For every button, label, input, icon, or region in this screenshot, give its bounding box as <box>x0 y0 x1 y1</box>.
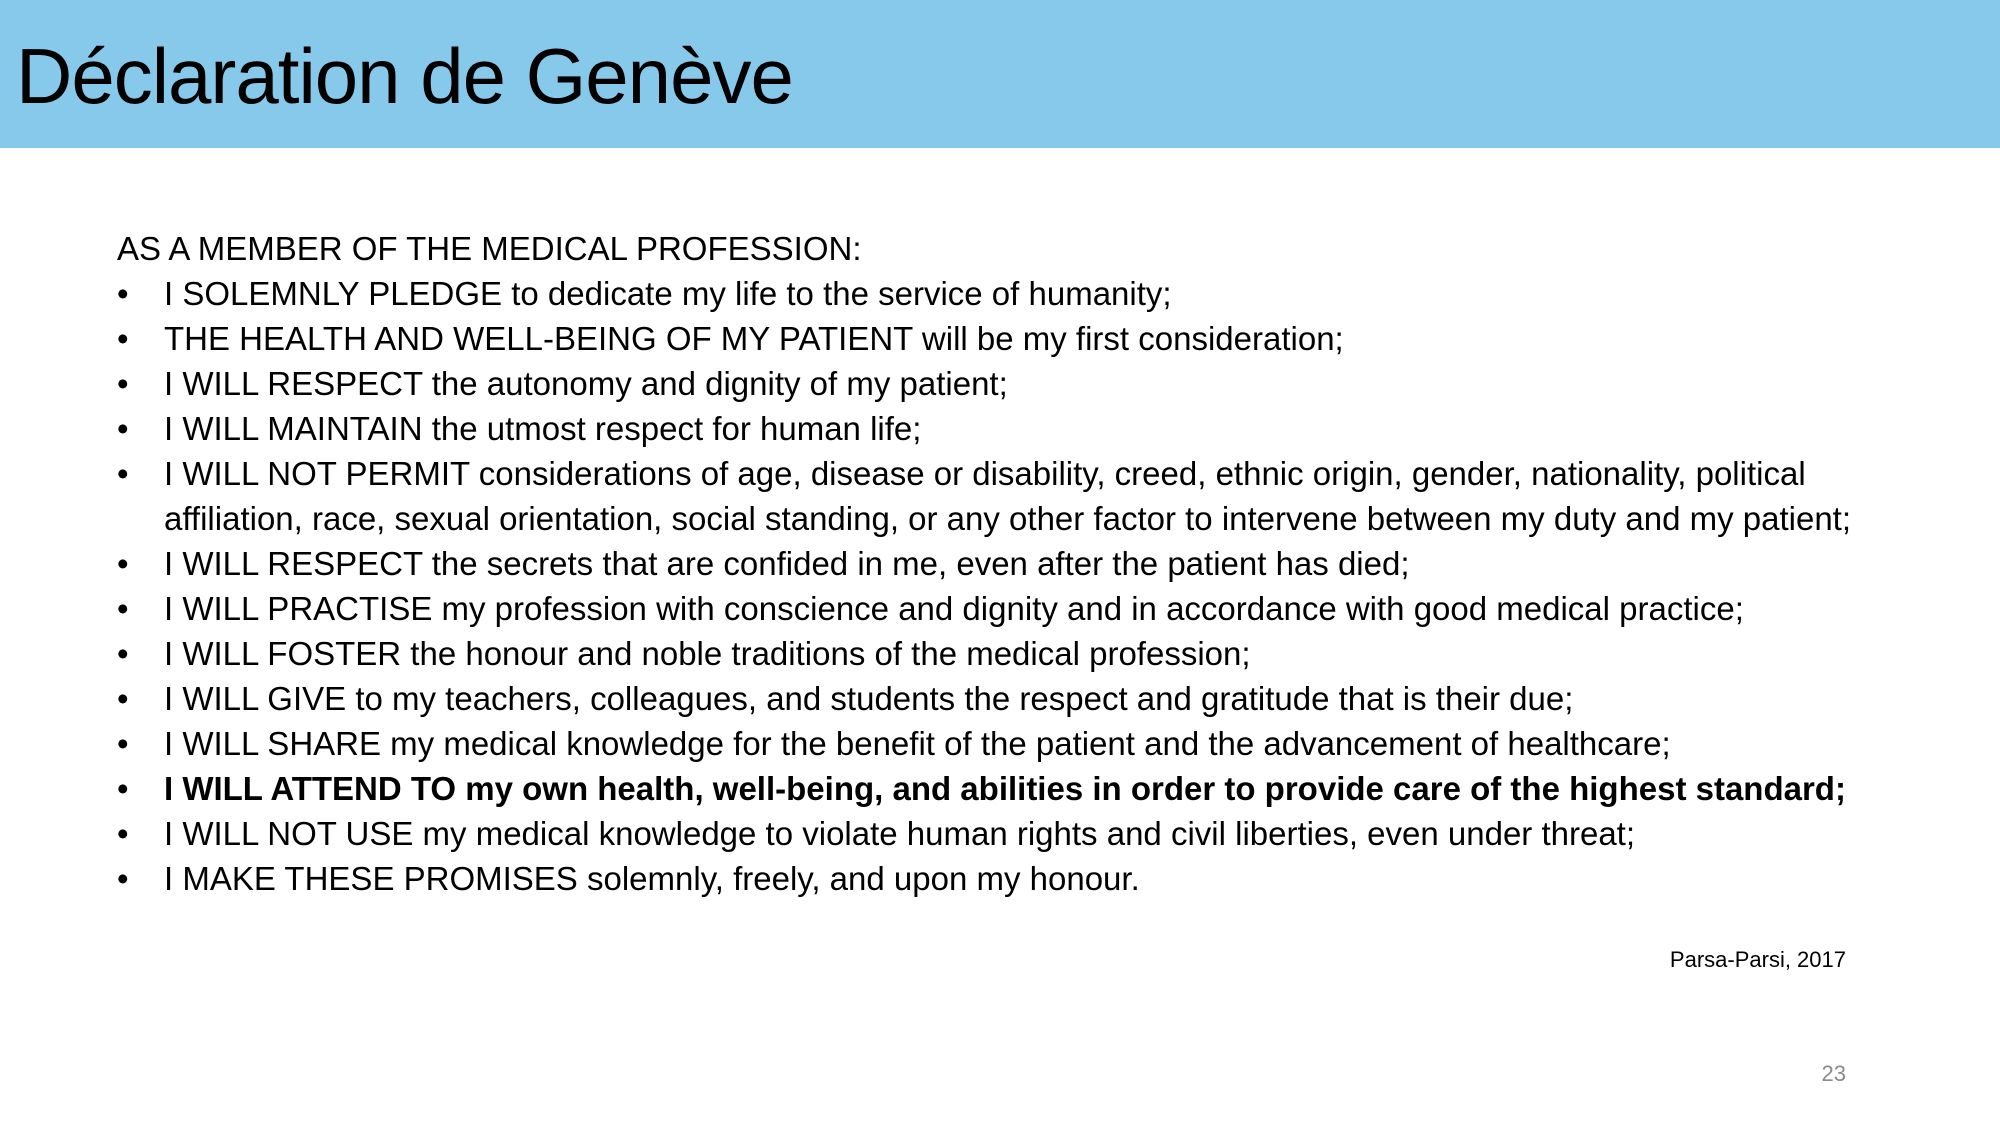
pledge-text: I WILL RESPECT the autonomy and dignity of my patient; <box>164 365 1008 402</box>
list-item <box>117 676 1877 721</box>
bullet-icon: • <box>117 410 129 447</box>
pledge-text: I WILL NOT PERMIT considerations of age, disease or disability, creed, ethnic origin, gender, nationality, political affiliation, race, sexual orientation, social standing, or any other factor to intervene between my duty and my patient; <box>164 455 1852 537</box>
page-number: 23 <box>1821 1061 1846 1086</box>
bullet-icon: • <box>117 725 129 762</box>
list-item <box>117 271 1877 316</box>
bullet-icon: • <box>117 545 129 582</box>
slide-title: Déclaration de Genève <box>16 32 793 120</box>
list-item <box>117 811 1877 856</box>
pledge-text: I MAKE THESE PROMISES solemnly, freely, and upon my honour. <box>164 860 1140 897</box>
bullet-icon: • <box>117 860 129 897</box>
pledge-text: THE HEALTH AND WELL-BEING OF MY PATIENT will be my first consideration; <box>164 320 1344 357</box>
pledge-text: I WILL GIVE to my teachers, colleagues, and students the respect and gratitude that is their due; <box>164 680 1574 717</box>
bullet-icon: • <box>117 815 129 852</box>
pledge-text: I WILL RESPECT the secrets that are confided in me, even after the patient has died; <box>164 545 1410 582</box>
list-item <box>117 856 1877 901</box>
bullet-icon: • <box>117 275 129 312</box>
list-item <box>117 631 1877 676</box>
bullet-icon: • <box>117 635 129 672</box>
pledge-text: I WILL MAINTAIN the utmost respect for human life; <box>164 410 922 447</box>
list-item <box>117 541 1877 586</box>
list-item <box>117 316 1877 361</box>
bullet-icon: • <box>117 770 129 807</box>
list-item <box>117 721 1877 766</box>
bullet-icon: • <box>117 365 129 402</box>
pledge-text: I SOLEMNLY PLEDGE to dedicate my life to the service of humanity; <box>164 275 1172 312</box>
bullet-icon: • <box>117 680 129 717</box>
citation: Parsa-Parsi, 2017 <box>1669 947 1846 972</box>
pledge-text: I WILL FOSTER the honour and noble traditions of the medical profession; <box>164 635 1251 672</box>
pledge-text: I WILL PRACTISE my profession with conscience and dignity and in accordance with good medical practice; <box>164 590 1744 627</box>
bullet-icon: • <box>117 590 129 627</box>
intro-text: AS A MEMBER OF THE MEDICAL PROFESSION: <box>117 230 862 267</box>
list-item <box>117 451 1877 541</box>
pledge-text: I WILL ATTEND TO my own health, well-being, and abilities in order to provide care of the highest standard; <box>164 770 1846 807</box>
list-item <box>117 361 1877 406</box>
pledge-text: I WILL SHARE my medical knowledge for the benefit of the patient and the advancement of healthcare; <box>164 725 1671 762</box>
slide-content <box>117 226 1877 901</box>
list-item <box>117 586 1877 631</box>
pledge-text: I WILL NOT USE my medical knowledge to violate human rights and civil liberties, even under threat; <box>164 815 1636 852</box>
title-bar <box>0 0 2000 148</box>
bullet-icon: • <box>117 455 129 492</box>
pledge-list <box>117 271 1877 901</box>
bullet-icon: • <box>117 320 129 357</box>
list-item <box>117 406 1877 451</box>
list-item <box>117 766 1877 811</box>
